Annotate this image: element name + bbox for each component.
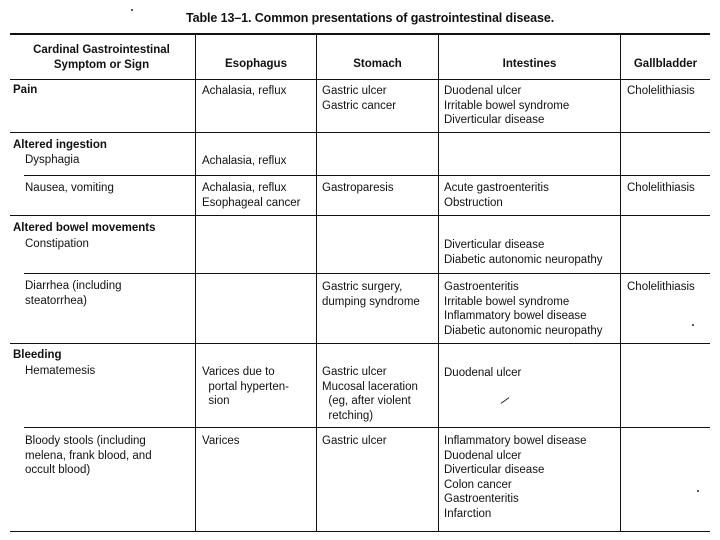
table-bottom-rule (10, 531, 710, 532)
scan-speck (697, 490, 699, 492)
row-pain-stomach: Gastric ulcer Gastric cancer (322, 85, 397, 112)
row-hematemesis-symptom: Hematemesis (25, 365, 96, 377)
scan-speck (131, 9, 133, 11)
row-nausea-intestines: Acute gastroenteritis Obstruction (444, 182, 549, 209)
row-diarrhea-intestines: Gastroenteritis Irritable bowel syndrome Inflammatory bowel disease Diabetic autonomic neuropathy (444, 281, 603, 337)
table-top-rule (10, 33, 710, 35)
column-rule (438, 34, 439, 531)
group-altered-ingestion: Altered ingestion (13, 139, 107, 151)
row-rule (24, 273, 710, 274)
row-pain-intestines: Duodenal ulcer Irritable bowel syndrome Diverticular disease (444, 85, 570, 126)
row-constipation-symptom: Constipation (25, 238, 89, 250)
row-hematemesis-intestines: Duodenal ulcer (444, 367, 522, 379)
row-nausea-esophagus: Achalasia, reflux Esophageal cancer (202, 182, 301, 209)
column-rule (195, 34, 196, 531)
row-diarrhea-stomach: Gastric surgery, dumping syndrome (322, 281, 420, 308)
column-rule (316, 34, 317, 531)
row-pain-symptom: Pain (13, 84, 38, 96)
row-bloody-stools-symptom: Bloody stools (including melena, frank blood, and occult blood) (25, 435, 152, 476)
row-rule (10, 343, 710, 344)
row-rule (10, 132, 710, 133)
row-rule (24, 175, 710, 176)
group-altered-bowel: Altered bowel movements (13, 222, 156, 234)
row-bloody-stools-stomach: Gastric ulcer (322, 435, 387, 447)
row-hematemesis-esophagus: Varices due to portal hyperten- sion (202, 366, 289, 407)
row-nausea-stomach: Gastroparesis (322, 182, 394, 194)
row-bloody-stools-esophagus: Varices (202, 435, 240, 447)
group-bleeding: Bleeding (13, 349, 62, 361)
header-bottom-rule (10, 79, 710, 80)
row-nausea-gallbladder: Cholelithiasis (627, 182, 695, 194)
table-title: Table 13–1. Common presentations of gastrointestinal disease. (186, 11, 555, 25)
row-dysphagia-esophagus: Achalasia, reflux (202, 155, 287, 167)
row-pain-esophagus: Achalasia, reflux (202, 85, 287, 97)
row-nausea-symptom: Nausea, vomiting (25, 182, 114, 194)
row-pain-gallbladder: Cholelithiasis (627, 85, 695, 97)
header-intestines: Intestines (502, 58, 557, 70)
row-diarrhea-symptom: Diarrhea (including steatorrhea) (25, 280, 122, 307)
scan-speck (692, 324, 694, 326)
column-rule (620, 34, 621, 531)
header-esophagus: Esophagus (225, 58, 287, 70)
header-symptom: Cardinal Gastrointestinal Symptom or Sign (33, 44, 170, 71)
row-rule (10, 215, 710, 216)
stray-mark (501, 397, 510, 404)
header-stomach: Stomach (353, 58, 402, 70)
row-bloody-stools-intestines: Inflammatory bowel disease Duodenal ulcer Diverticular disease Colon cancer Gastroenteritis Infarction (444, 435, 587, 520)
row-hematemesis-stomach: Gastric ulcer Mucosal laceration (eg, after violent retching) (322, 366, 418, 422)
row-dysphagia-symptom: Dysphagia (25, 154, 80, 166)
row-rule (24, 427, 710, 428)
row-diarrhea-gallbladder: Cholelithiasis (627, 281, 695, 293)
header-gallbladder: Gallbladder (633, 58, 698, 70)
row-constipation-intestines: Diverticular disease Diabetic autonomic neuropathy (444, 239, 603, 266)
